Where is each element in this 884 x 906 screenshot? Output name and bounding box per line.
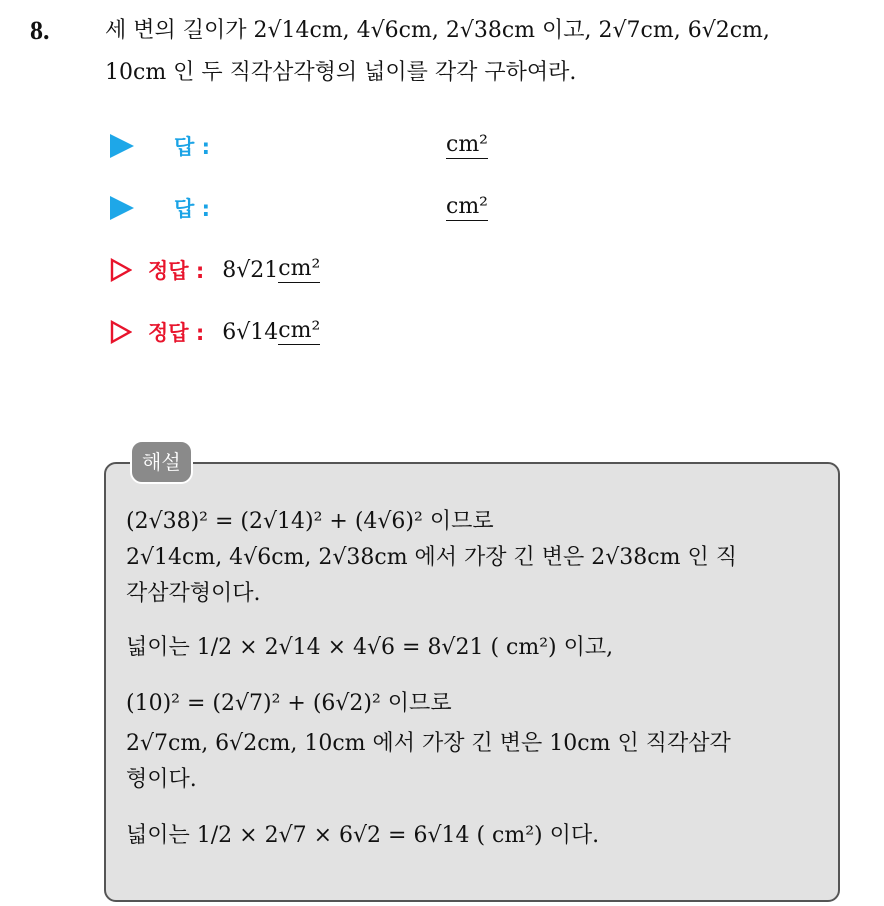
- correct-answer-value: 6√14: [222, 319, 279, 345]
- answer-unit[interactable]: cm²: [446, 194, 489, 219]
- solution-line-1: (2√38)² = (2√14)² + (4√6)² 이므로: [126, 509, 494, 534]
- correct-answer-value: 8√21: [222, 257, 279, 283]
- solution-line-3: 각삼각형이다.: [126, 581, 261, 606]
- solution-line-5: (10)² = (2√7)² + (6√2)² 이므로: [126, 691, 452, 716]
- question-number: 8.: [30, 16, 50, 45]
- solution-line-8: 넓이는 1/2 × 2√7 × 6√2 = 6√14 ( cm²) 이다.: [126, 823, 600, 848]
- solution-tag: 해설: [130, 440, 193, 484]
- correct-answer-unit: cm²: [278, 318, 321, 343]
- correct-answer-row-2: [110, 314, 320, 350]
- question-text-line-2: 10cm 인 두 직각삼각형의 넓이를 각각 구하여라.: [105, 60, 577, 85]
- correct-answer-unit: cm²: [278, 256, 321, 281]
- play-icon: [110, 196, 134, 220]
- question-text-line-1: 세 변의 길이가 2√14cm, 4√6cm, 2√38cm 이고, 2√7cm, 6√2cm,: [105, 18, 770, 43]
- answer-label: 답 :: [174, 197, 210, 221]
- answer-row-1: [110, 128, 488, 164]
- answer-row-2: [110, 190, 488, 226]
- play-icon: [110, 134, 134, 158]
- play-outline-icon: [110, 320, 132, 344]
- answer-unit[interactable]: cm²: [446, 132, 489, 157]
- correct-answer-label: 정답 :: [148, 259, 205, 283]
- solution-line-6: 2√7cm, 6√2cm, 10cm 에서 가장 긴 변은 10cm 인 직각삼각: [126, 731, 731, 756]
- solution-line-2: 2√14cm, 4√6cm, 2√38cm 에서 가장 긴 변은 2√38cm 인 직: [126, 545, 737, 570]
- answer-label: 답 :: [174, 135, 210, 159]
- correct-answer-row-1: [110, 252, 320, 288]
- play-outline-icon: [110, 258, 132, 282]
- solution-line-4: 넓이는 1/2 × 2√14 × 4√6 = 8√21 ( cm²) 이고,: [126, 635, 614, 660]
- solution-line-7: 형이다.: [126, 767, 197, 792]
- correct-answer-label: 정답 :: [148, 321, 205, 345]
